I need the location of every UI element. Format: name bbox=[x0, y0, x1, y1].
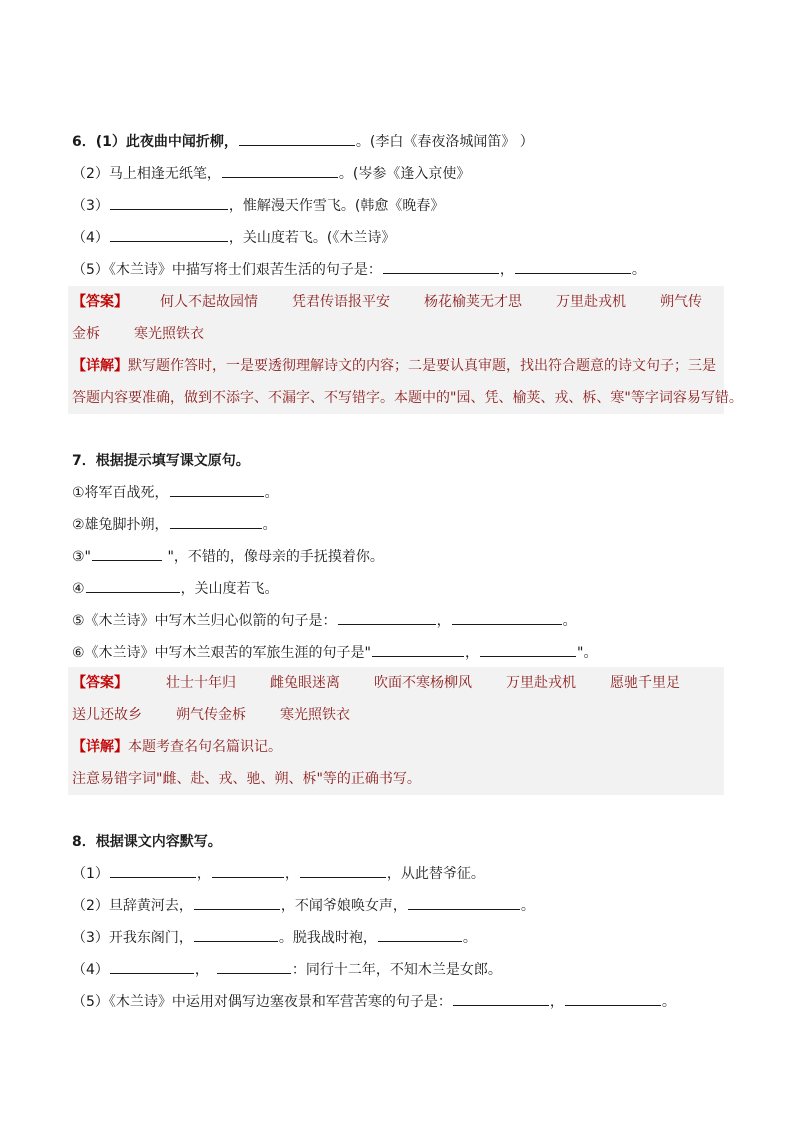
q7-line-6-head: ⑥《木兰诗》中写木兰艰苦的军旅生涯的句子是" bbox=[72, 645, 371, 661]
q6-line-3 bbox=[72, 190, 646, 222]
answer-blank[interactable] bbox=[170, 477, 264, 497]
q7-detail-row-1 bbox=[72, 731, 724, 763]
answer-tag: 【答案】 bbox=[72, 675, 128, 691]
answer-blank[interactable] bbox=[222, 158, 338, 178]
period: "。 bbox=[577, 645, 598, 661]
q6-line-4-head: （4） bbox=[72, 230, 109, 246]
q7-answer-box bbox=[68, 667, 724, 795]
answer-item: 吹面不寒杨柳风 bbox=[374, 675, 472, 691]
q7-answer-row-1 bbox=[72, 667, 724, 699]
q6-answer-box bbox=[68, 286, 743, 414]
answer-item: 万里赴戎机 bbox=[556, 294, 626, 310]
q8-line-5-head: （5）《木兰诗》中运用对偶写边塞夜景和军营苦寒的句子是： bbox=[72, 994, 452, 1010]
detail-text: 本题考查名句名篇识记。 bbox=[128, 739, 282, 755]
answer-blank[interactable] bbox=[194, 890, 280, 910]
q8-line-2-head: （2）旦辞黄河去， bbox=[72, 898, 193, 914]
q6-line-3-head: （3） bbox=[72, 198, 109, 214]
q6-line-5 bbox=[72, 254, 646, 286]
answer-item: 金柝 bbox=[72, 326, 100, 342]
answer-blank[interactable] bbox=[110, 954, 194, 974]
q6-line-4 bbox=[72, 222, 646, 254]
q7-line-4-tail: ，关山度若飞。 bbox=[180, 581, 279, 597]
answer-blank[interactable] bbox=[86, 573, 180, 593]
q7-line-3 bbox=[72, 541, 597, 573]
period: 。 bbox=[462, 930, 477, 946]
period: 。 bbox=[520, 898, 535, 914]
q6-line-2-tail: 。(岑参《逢入京使》 bbox=[338, 166, 471, 182]
q6-answer-row-2 bbox=[72, 318, 724, 350]
q7-title-line bbox=[72, 445, 597, 477]
q7-line-3-tail: "，不错的，像母亲的手抚摸着你。 bbox=[163, 549, 384, 565]
answer-blank[interactable] bbox=[217, 954, 291, 974]
q6-line-3-tail: ，惟解漫天作雪飞。(韩愈《晚春》 bbox=[228, 198, 445, 214]
answer-item: 送儿还故乡 bbox=[72, 707, 142, 723]
q8-line-1-tail: ，从此替爷征。 bbox=[386, 866, 485, 882]
q6-line-2-head: （2）马上相逢无纸笔， bbox=[72, 166, 221, 182]
answer-item: 杨花榆荚无才思 bbox=[424, 294, 522, 310]
answer-item: 万里赴戎机 bbox=[506, 675, 576, 691]
detail-text: 默写题作答时，一是要透彻理解诗文的内容；二是要认真审题，找出符合题意的诗文句子；三是 bbox=[128, 358, 716, 374]
q7-title: 7．根据提示填写课文原句。 bbox=[72, 453, 250, 469]
answer-item: 壮士十年归 bbox=[166, 675, 236, 691]
q6-title: 6．(1）此夜曲中闻折柳， bbox=[72, 134, 238, 150]
q8-line-1-head: （1） bbox=[72, 866, 109, 882]
answer-tag: 【答案】 bbox=[72, 294, 128, 310]
question-6 bbox=[72, 126, 646, 286]
answer-blank[interactable] bbox=[110, 222, 228, 242]
answer-blank[interactable] bbox=[383, 254, 499, 274]
q8-line-3-mid: 。脱我战时袍， bbox=[278, 930, 377, 946]
answer-blank[interactable] bbox=[453, 986, 549, 1006]
q6-detail-row-1 bbox=[72, 350, 724, 382]
period: 。 bbox=[264, 485, 279, 501]
answer-blank[interactable] bbox=[110, 190, 228, 210]
comma: ， bbox=[196, 866, 211, 882]
detail-text: 注意易错字词"雌、赴、戎、驰、朔、柝"等的正确书写。 bbox=[72, 771, 421, 787]
detail-tag: 【详解】 bbox=[72, 739, 128, 755]
q6-line-4-tail: ，关山度若飞。(《木兰诗》 bbox=[228, 230, 396, 246]
answer-blank[interactable] bbox=[452, 605, 562, 625]
q7-line-2-head: ②雄兔脚扑朔， bbox=[72, 517, 169, 533]
answer-blank[interactable] bbox=[194, 922, 278, 942]
q8-line-4 bbox=[72, 954, 676, 986]
answer-blank[interactable] bbox=[239, 126, 355, 146]
q8-line-4-head: （4） bbox=[72, 962, 109, 978]
q7-line-5-head: ⑤《木兰诗》中写木兰归心似箭的句子是： bbox=[72, 613, 337, 629]
answer-item: 雌兔眼迷离 bbox=[270, 675, 340, 691]
answer-blank[interactable] bbox=[565, 986, 661, 1006]
comma: ， bbox=[436, 613, 451, 629]
answer-item: 何人不起故园情 bbox=[160, 294, 258, 310]
q8-line-1 bbox=[72, 858, 676, 890]
q7-detail-row-2 bbox=[72, 763, 724, 795]
q6-line-5-head: （5）《木兰诗》中描写将士们艰苦生活的句子是： bbox=[72, 262, 382, 278]
answer-blank[interactable] bbox=[92, 541, 162, 561]
q8-line-4-tail: ：同行十二年，不知木兰是女郎。 bbox=[291, 962, 502, 978]
answer-blank[interactable] bbox=[338, 605, 436, 625]
q7-line-4 bbox=[72, 573, 597, 605]
question-8 bbox=[72, 826, 676, 1018]
q7-line-2 bbox=[72, 509, 597, 541]
answer-item: 愿驰千里足 bbox=[610, 675, 680, 691]
answer-blank[interactable] bbox=[372, 637, 464, 657]
answer-blank[interactable] bbox=[515, 254, 631, 274]
answer-blank[interactable] bbox=[300, 858, 386, 878]
q7-line-3-head: ③" bbox=[72, 549, 91, 565]
period: 。 bbox=[262, 517, 277, 533]
question-7 bbox=[72, 445, 597, 669]
q6-detail-row-2 bbox=[72, 382, 743, 414]
q6-line-1 bbox=[72, 126, 646, 158]
answer-blank[interactable] bbox=[170, 509, 262, 529]
q7-line-4-head: ④ bbox=[72, 581, 85, 597]
q6-line-2 bbox=[72, 158, 646, 190]
comma: ， bbox=[465, 645, 479, 661]
period: 。 bbox=[661, 994, 676, 1010]
answer-blank[interactable] bbox=[480, 637, 576, 657]
q7-line-1 bbox=[72, 477, 597, 509]
q8-title: 8．根据课文内容默写。 bbox=[72, 834, 222, 850]
q7-line-6 bbox=[72, 637, 597, 669]
q8-line-2-mid: ，不闻爷娘唤女声， bbox=[280, 898, 407, 914]
answer-item: 朔气传金柝 bbox=[176, 707, 246, 723]
answer-blank[interactable] bbox=[378, 922, 462, 942]
comma: ， bbox=[549, 994, 564, 1010]
answer-item: 寒光照铁衣 bbox=[134, 326, 204, 342]
q6-answer-row-1 bbox=[72, 286, 724, 318]
q8-line-3 bbox=[72, 922, 676, 954]
comma: ， bbox=[194, 962, 209, 978]
answer-item: 寒光照铁衣 bbox=[280, 707, 350, 723]
answer-blank[interactable] bbox=[110, 858, 196, 878]
answer-item: 凭君传语报平安 bbox=[292, 294, 390, 310]
q7-line-5 bbox=[72, 605, 597, 637]
period: 。 bbox=[562, 613, 577, 629]
comma: ， bbox=[284, 866, 299, 882]
comma: ， bbox=[499, 262, 514, 278]
q8-line-5 bbox=[72, 986, 676, 1018]
q8-line-2 bbox=[72, 890, 676, 922]
answer-blank[interactable] bbox=[408, 890, 520, 910]
answer-blank[interactable] bbox=[212, 858, 284, 878]
detail-text: 答题内容要准确，做到不添字、不漏字、不写错字。本题中的"园、凭、榆荚、戎、柝、寒"等字词容易写错。 bbox=[72, 390, 743, 406]
detail-tag: 【详解】 bbox=[72, 358, 128, 374]
q8-title-line bbox=[72, 826, 676, 858]
q6-line-1-tail: 。(李白《春夜洛城闻笛》 ） bbox=[355, 134, 534, 150]
q7-line-1-head: ①将军百战死， bbox=[72, 485, 169, 501]
q8-line-3-head: （3）开我东阁门， bbox=[72, 930, 193, 946]
answer-item: 朔气传 bbox=[660, 294, 702, 310]
period: 。 bbox=[631, 262, 646, 278]
q7-answer-row-2 bbox=[72, 699, 724, 731]
